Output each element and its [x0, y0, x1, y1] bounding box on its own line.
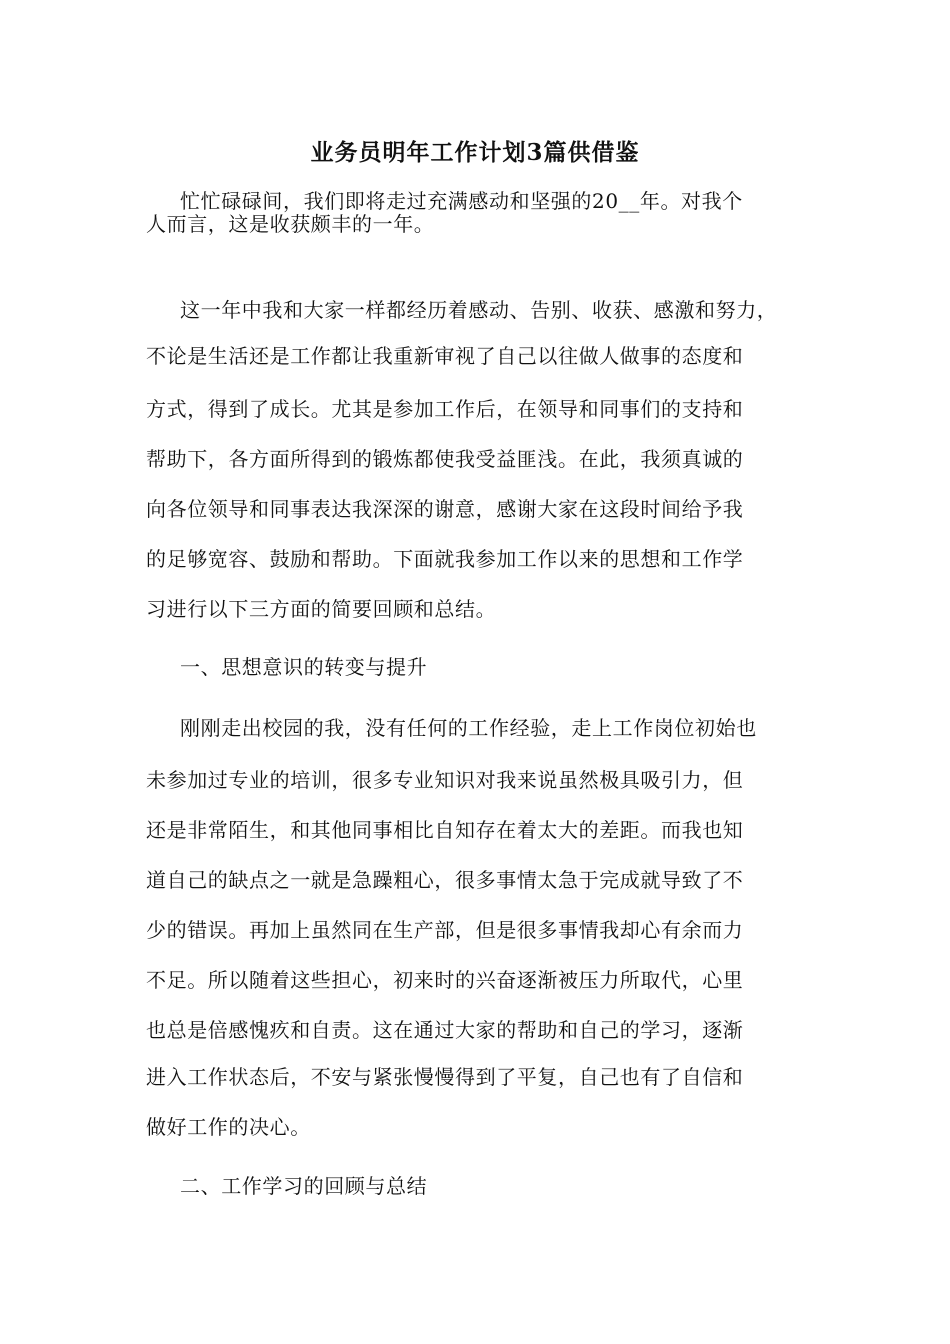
paragraph-line: 做好工作的决心。: [146, 1115, 311, 1139]
paragraph-line: 进入工作状态后，不安与紧张慢慢得到了平复，自己也有了自信和: [146, 1065, 744, 1089]
paragraph-line: 帮助下，各方面所得到的锻炼都使我受益匪浅。在此，我须真诚的: [146, 447, 744, 471]
paragraph-line: 不论是生活还是工作都让我重新审视了自己以往做人做事的态度和: [146, 344, 744, 368]
section-heading: 一、思想意识的转变与提升: [180, 655, 428, 679]
paragraph-line: 这一年中我和大家一样都经历着感动、告别、收获、感激和努力，: [180, 298, 778, 322]
paragraph-line: 刚刚走出校园的我，没有任何的工作经验，走上工作岗位初始也: [180, 716, 757, 740]
paragraph-line: 忙忙碌碌间，我们即将走过充满感动和坚强的20__年。对我个: [180, 189, 743, 213]
paragraph-line: 还是非常陌生，和其他同事相比自知存在着太大的差距。而我也知: [146, 818, 744, 842]
paragraph-line: 也总是倍感愧疚和自责。这在通过大家的帮助和自己的学习，逐渐: [146, 1018, 744, 1042]
section-heading: 二、工作学习的回顾与总结: [180, 1174, 428, 1198]
paragraph-line: 方式，得到了成长。尤其是参加工作后，在领导和同事们的支持和: [146, 397, 744, 421]
paragraph-line: 习进行以下三方面的简要回顾和总结。: [146, 597, 497, 621]
paragraph-line: 的足够宽容、鼓励和帮助。下面就我参加工作以来的思想和工作学: [146, 547, 744, 571]
paragraph-line: 向各位领导和同事表达我深深的谢意，感谢大家在这段时间给予我: [146, 497, 744, 521]
paragraph-line: 少的错误。再加上虽然同在生产部，但是很多事情我却心有余而力: [146, 918, 744, 942]
paragraph-line: 人而言，这是收获颇丰的一年。: [146, 212, 435, 236]
paragraph-line: 不足。所以随着这些担心，初来时的兴奋逐渐被压力所取代，心里: [146, 968, 744, 992]
paragraph-line: 未参加过专业的培训，很多专业知识对我来说虽然极具吸引力，但: [146, 768, 744, 792]
document-title: 业务员明年工作计划3篇供借鉴: [310, 139, 640, 166]
paragraph-line: 道自己的缺点之一就是急躁粗心，很多事情太急于完成就导致了不: [146, 868, 744, 892]
